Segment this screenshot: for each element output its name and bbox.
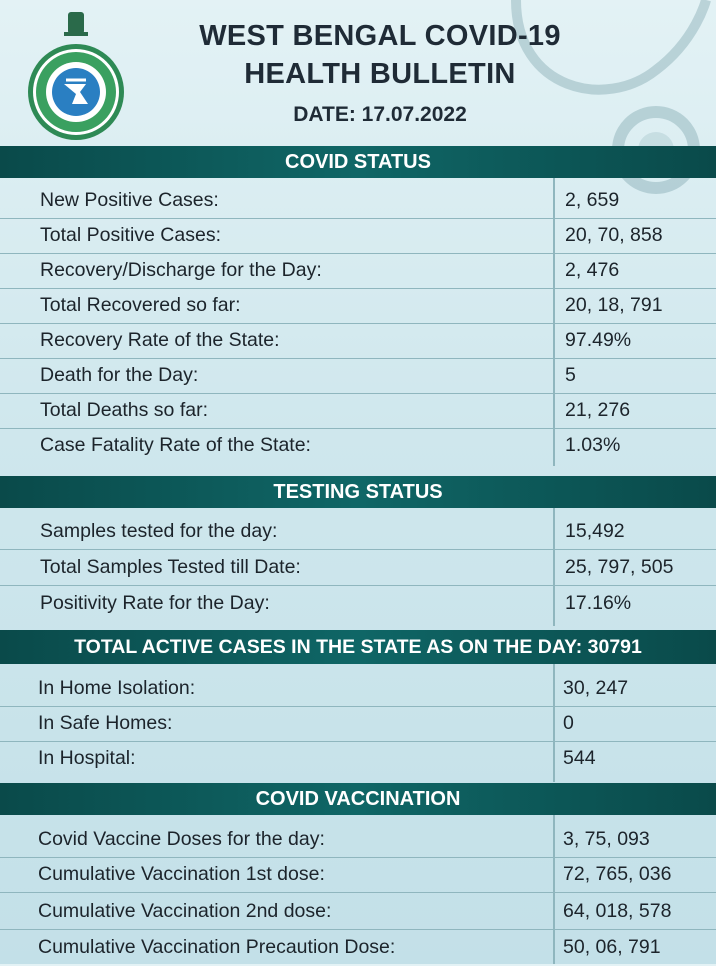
- row-label: In Home Isolation:: [38, 677, 196, 699]
- row-value: 50, 06, 791: [563, 936, 661, 958]
- row-value: 0: [563, 712, 574, 734]
- table-row: [0, 672, 716, 707]
- active-cases-heading: TOTAL ACTIVE CASES IN THE STATE AS ON THE DAY: 30791: [0, 630, 716, 664]
- row-label: Total Deaths so far:: [40, 399, 208, 421]
- row-value: 2, 659: [565, 189, 620, 211]
- row-value: 64, 018, 578: [563, 900, 672, 922]
- testing-status-heading: TESTING STATUS: [0, 476, 716, 508]
- row-label: In Hospital:: [38, 747, 136, 769]
- row-value: 5: [565, 364, 576, 386]
- row-label: Recovery Rate of the State:: [40, 329, 280, 351]
- row-value: 544: [563, 747, 596, 769]
- table-row: [0, 551, 716, 586]
- row-value: 2, 476: [565, 259, 620, 281]
- table-row: [0, 219, 716, 254]
- row-label: In Safe Homes:: [38, 712, 173, 734]
- west-bengal-emblem-icon: [22, 8, 130, 140]
- table-row: [0, 324, 716, 359]
- table-row: [0, 742, 716, 777]
- row-label: Recovery/Discharge for the Day:: [40, 259, 322, 281]
- row-value: 3, 75, 093: [563, 828, 650, 850]
- table-row: [0, 931, 716, 966]
- row-value: 20, 18, 791: [565, 294, 663, 316]
- table-row: [0, 184, 716, 219]
- table-row: [0, 707, 716, 742]
- table-row: [0, 823, 716, 858]
- table-row: [0, 359, 716, 394]
- table-row: [0, 429, 716, 464]
- row-value: 25, 797, 505: [565, 556, 674, 578]
- row-label: Cumulative Vaccination Precaution Dose:: [38, 936, 396, 958]
- row-value: 1.03%: [565, 434, 621, 456]
- row-value: 97.49%: [565, 329, 632, 351]
- row-label: Covid Vaccine Doses for the day:: [38, 828, 325, 850]
- row-label: Positivity Rate for the Day:: [40, 592, 270, 614]
- row-label: Death for the Day:: [40, 364, 199, 386]
- bulletin-date: DATE: 17.07.2022: [293, 103, 467, 126]
- table-row: [0, 587, 716, 622]
- bulletin-title-line2: HEALTH BULLETIN: [244, 58, 516, 90]
- row-label: Total Samples Tested till Date:: [40, 556, 301, 578]
- row-value: 21, 276: [565, 399, 631, 421]
- row-value: 20, 70, 858: [565, 224, 663, 246]
- bulletin-header: [0, 0, 716, 150]
- table-row: [0, 515, 716, 550]
- row-label: Samples tested for the day:: [40, 520, 278, 542]
- row-label: Cumulative Vaccination 2nd dose:: [38, 900, 332, 922]
- vaccination-heading: COVID VACCINATION: [0, 783, 716, 815]
- row-label: Case Fatality Rate of the State:: [40, 434, 311, 456]
- bulletin-title-line1: WEST BENGAL COVID-19: [199, 20, 561, 52]
- table-row: [0, 394, 716, 429]
- row-value: 72, 765, 036: [563, 863, 672, 885]
- row-label: New Positive Cases:: [40, 189, 219, 211]
- row-value: 30, 247: [563, 677, 629, 699]
- row-label: Cumulative Vaccination 1st dose:: [38, 863, 325, 885]
- covid-status-heading: COVID STATUS: [0, 146, 716, 178]
- table-row: [0, 254, 716, 289]
- table-row: [0, 289, 716, 324]
- table-row: [0, 858, 716, 893]
- row-value: 17.16%: [565, 592, 632, 614]
- row-label: Total Recovered so far:: [40, 294, 241, 316]
- table-row: [0, 895, 716, 930]
- row-value: 15,492: [565, 520, 625, 542]
- row-label: Total Positive Cases:: [40, 224, 221, 246]
